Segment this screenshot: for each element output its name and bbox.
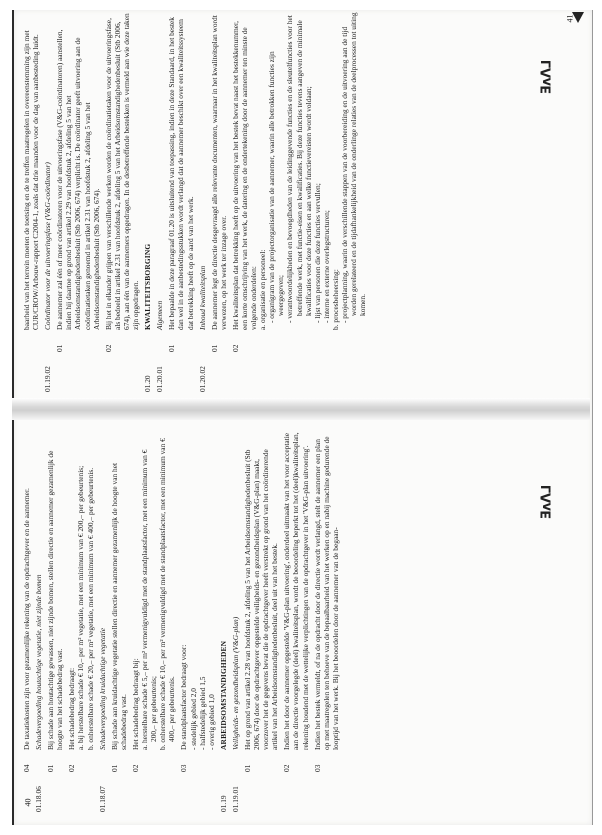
subarticle-number: 02 xyxy=(130,764,140,772)
text-line: Bij schade aan kruidachtige vegetatie stellen directie en aannemer gezamenlijk de hoogte van het schadebedrag vast. xyxy=(109,462,128,750)
text-line: Het op grond van artikel 2.28 van hoofdstuk 2, afdeling 5 van het Arbeidsomstandighedenbesluit (Stb 2006, 674) door de opdrachtgever opgestelde veiligheids- en gezondheidsplan (V&G-plan) maakt, voorzover het de gegevens bevat die de opdrachtgever heeft verstrekt op grond van het coördinerende artikel van het Arbeidsomstandighedenbesluit, deel uit van het bestek. xyxy=(242,449,280,750)
text-line: Bij schade aan houtachtige gewassen, niet zijnde bomen, stellen directie en aannemer gezamenlijk de hoogte van het schadebedrag vast. xyxy=(46,450,65,750)
article-number: 01.18.07 xyxy=(97,786,107,812)
article-block xyxy=(34,432,43,812)
article-text xyxy=(243,432,279,750)
page-40-content xyxy=(22,432,582,812)
text-line: Het bepaalde in deze paragraaf 01.20 is uitsluitend van toepassing, indien in deze Standaard, in het bestek dan wel in de aanbestedingsstukken wordt verlangd dat de aannemer beschikt over een kwaliteitssysteem dat betrekking heeft op de aard van het werk. xyxy=(167,17,195,330)
article-number: 01.19.01 xyxy=(230,786,240,812)
text-line: b. procesbeheersing: xyxy=(330,269,340,330)
publisher-logo-right: ƎʌɅ⅃ xyxy=(539,60,555,95)
article-block xyxy=(231,12,367,392)
article-block xyxy=(131,432,176,812)
text-line: - stedelijk gebied 2,0 xyxy=(188,688,198,750)
text-line: a. bij herstelbare schade € 10,– per m² vegetatie, met een minimum van € 200,– per gebeurtenis; xyxy=(76,465,86,750)
article-number: 01.20.02 xyxy=(197,366,207,392)
article-block xyxy=(155,12,164,392)
subarticle-number: 01 xyxy=(167,344,177,352)
text-line: Het schadebedrag bedraagt: xyxy=(67,667,77,750)
article-block xyxy=(210,12,228,392)
text-line: - projectplanning, waarin de verschillende stappen van de voorbereiding en de uitvoering aan de tijd worden gerelateerd en de tijdafhankelijkheid van de onderlinge relaties van de deelprocessen tot uiting komen. xyxy=(340,12,368,323)
article-text: Schadevergoeding kruidachtige vegetatie xyxy=(97,627,107,750)
article-text xyxy=(22,12,40,330)
text-line: Bij het in elkander grijpen van verschillende werken worden de coördinatietaken voor de uitvoeringsfase, als bedoeld in artikel 2.31 van hoofdstuk 2, afdeling 5 van het Arbeidsomstandighedenbesluit (Stb 2006, 674), aan één van de aannemers opgedragen. In de desbetreffende bestekken is vermeld aan wie deze taken zijn opgedragen. xyxy=(103,13,141,330)
text-line: - halfstedelijk gebied 1,5 xyxy=(197,676,207,750)
article-text xyxy=(282,432,309,750)
article-text xyxy=(210,12,228,330)
article-block xyxy=(46,432,64,812)
article-block xyxy=(104,12,140,392)
article-text xyxy=(104,12,140,330)
page-number-40: 40 xyxy=(23,798,33,807)
subarticle-number: 04 xyxy=(22,764,31,772)
article-block xyxy=(67,432,94,812)
page-41 xyxy=(22,12,582,392)
text-line: Het kwaliteitsplan dat betrekking heeft op de uitvoering van het bestek bevat naast het bestekkenummer, een korte omschrijving van het werk, de datering en de ondertekening door de aannemer ten minste de volgende onderdelen: xyxy=(230,21,259,330)
subarticle-number: 01 xyxy=(242,764,252,772)
article-block xyxy=(98,432,107,812)
subarticle-number: 03 xyxy=(312,764,322,772)
article-block xyxy=(43,12,52,392)
article-block xyxy=(219,432,228,812)
book-gutter xyxy=(12,398,590,420)
article-block xyxy=(22,12,40,392)
text-line: Indien het bestek vermeldt, of na de opdracht door de directie wordt verlangd, stelt de aannemer een plan op met maatregelen ten behoeve van de bepaalbaarheid van het werken op en nabij machine gedurende de looptijd van het werk. Bij het beoordelen door de aannemer van de begaan- xyxy=(312,436,340,750)
subarticle-number: 02 xyxy=(67,764,77,772)
article-text: Schadevergoeding houtachtige vegetatie, niet zijnde bomen xyxy=(34,574,44,750)
article-text: ARBEIDSOMSTANDIGHEDEN xyxy=(218,640,228,750)
subarticle-number: 02 xyxy=(230,344,240,352)
text-line: De aannemer zal één of meer coördinatoren voor de uitvoeringsfase (V&G-coördinatoren) aanstellen, indien hij daartoe op grond van artikel 2.29 van hoofdstuk 2, afdeling 5 van het Arbeidsomstandighedenbesluit (Stb 2006, 674) verplicht is. De coördinator geeft uitvoering aan de coördinatietaken genoemd in artikel 2.31 van hoofdstuk 2, afdeling 5 van het Arbeidsomstandighedenbesluit (Stb 2006, 674). xyxy=(55,29,101,330)
article-number: 01.18.06 xyxy=(34,786,44,812)
text-line: - lijst van personen die deze functies vervullen; xyxy=(312,183,322,323)
article-number: 01.19 xyxy=(218,795,228,812)
article-text xyxy=(67,432,94,750)
subarticle-number: 01 xyxy=(46,764,56,772)
article-block xyxy=(167,12,194,392)
article-block xyxy=(22,432,31,812)
text-line: De aannemer legt de directie desgevraagd alle relevante documenten, waarnaar in het kwaliteitsplan wordt verwezen, op het werk ter inzage over. xyxy=(209,15,228,330)
article-text: KWALITEITSBORGING xyxy=(143,243,153,330)
text-line: a. organisatie en personeel: xyxy=(258,249,268,330)
article-text: Veiligheids- en gezondheidsplan (V&G-plan) xyxy=(230,616,240,750)
text-line: Indien het door de aannemer opgestelde 'V&G-plan uitvoering', onderdeel uitmaakt van het voor acceptatie aan de directie voorgelegde (deel) kwaliteitsplan, wordt de beoordeling beperkt tot het (deel)kwaliteitsplan, rekening houdend met de wettelijke verplichtingen van de opdrachtgever in het 'V&G-plan uitvoering'. xyxy=(282,432,310,750)
article-block xyxy=(55,12,100,392)
article-block xyxy=(313,432,340,812)
article-block xyxy=(198,12,207,392)
article-block xyxy=(243,432,279,812)
subarticle-number: 01 xyxy=(55,344,65,352)
text-line: baarheid van het terrein moeten de toetsing en de te treffen maatregelen in overeenstemming zijn met CUR/CROW/Arbouw-rapport C2004-1, zoals dat drie maanden voor de dag van aanbesteding luidt. xyxy=(22,30,41,330)
subarticle-number: 01 xyxy=(209,344,219,352)
text-line: De taxatiekosten zijn voor gezamenlijke rekening van de opdrachtgever en de aannemer. xyxy=(22,488,31,750)
article-number: 01.19.02 xyxy=(43,366,53,392)
page-40 xyxy=(22,432,582,812)
article-text xyxy=(22,432,31,750)
article-block xyxy=(179,432,215,812)
article-block xyxy=(231,432,240,812)
article-text xyxy=(231,12,367,330)
article-text: Coördinator voor de uitvoeringsfase (V&G-coördinator) xyxy=(43,162,53,330)
article-text xyxy=(313,432,340,750)
article-text: Algemeen xyxy=(155,300,165,330)
text-line: - interne en externe overlegstructuren; xyxy=(321,210,331,323)
text-line: De standplaatsfactor bedraagt voor: xyxy=(179,644,189,750)
article-text xyxy=(179,432,215,750)
article-text: Inhoud kwaliteitsplan xyxy=(197,265,207,330)
article-text xyxy=(167,12,194,330)
subarticle-number: 02 xyxy=(103,344,113,352)
text-line: - overig gebied 1,0 xyxy=(206,694,216,750)
page-number-41: 41 xyxy=(565,14,575,23)
publisher-logo-left: ƎʌɅ⅃ xyxy=(539,485,555,520)
article-block xyxy=(282,432,309,812)
page-41-content xyxy=(22,12,582,392)
article-text xyxy=(46,432,64,750)
text-line: - organigram van de projectorganisatie van de aannemer, waarin alle betrokken functies zijn weergegeven; xyxy=(267,51,286,323)
subarticle-number: 03 xyxy=(179,764,189,772)
article-text xyxy=(131,432,176,750)
subarticle-number: 01 xyxy=(109,764,119,772)
subarticle-number: 02 xyxy=(282,764,292,772)
article-text xyxy=(55,12,100,330)
article-block xyxy=(143,12,152,392)
article-text xyxy=(110,432,128,750)
text-line: Het schadebedrag bedraagt bij: xyxy=(130,658,140,750)
text-line: b. onherstelbare schade € 10,– per m² vermenigvuldigd met de standplaatsfactor, met een minimum van € 400,– per gebeurtenis. xyxy=(158,438,177,750)
article-block xyxy=(110,432,128,812)
text-line: b. onherstelbare schade € 20,– per m² vegetatie, met een minimum van € 400,– per gebeurtenis. xyxy=(85,467,95,750)
article-number: 01.20.01 xyxy=(155,366,165,392)
text-line: a. herstelbare schade € 5,– per m² vermenigvuldigd met de standplaatsfactor, met een minimum van € 200,– per gebeurtenis; xyxy=(140,449,159,750)
text-line: - verantwoordelijkheden en bevoegdheden van de leidinggevende functies en de sleutelfuncties voor het betreffende werk, met functie-eisen en kwalificaties. Bij deze functies tevens aangeven de minimale kwalificaties voor deze functies en aan welke functievereisten wordt voldaan; xyxy=(285,15,313,323)
article-number: 01.20 xyxy=(143,375,153,392)
